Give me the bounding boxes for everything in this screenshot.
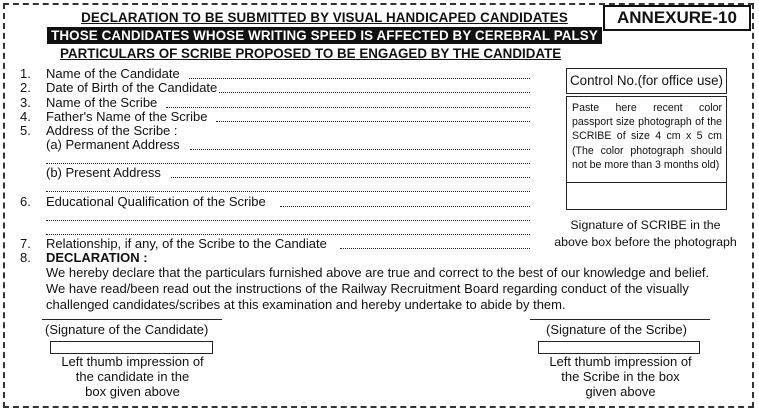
scribe-signature-caption-line-1: Signature of SCRIBE in the — [570, 218, 721, 232]
candidate-signature-label: (Signature of the Candidate) — [45, 322, 209, 337]
permanent-address-line-2[interactable] — [46, 163, 530, 164]
candidate-thumb-box[interactable] — [50, 341, 213, 354]
declaration-heading: DECLARATION : — [46, 250, 148, 265]
candidate-thumb-caption-line-1: Left thumb impression of — [61, 354, 204, 369]
scribe-signature-label: (Signature of the Scribe) — [546, 322, 687, 337]
field-label-address: Address of the Scribe : — [46, 123, 178, 138]
declaration-line-2: We have read/been read out the instructions of the Railway Recruitment Board regarding conduct of the visually — [46, 281, 689, 296]
photo-divider — [567, 182, 726, 183]
candidate-signature-line[interactable] — [42, 319, 222, 320]
title-line-2: THOSE CANDIDATES WHOSE WRITING SPEED IS AFFECTED BY CEREBRAL PALSY — [47, 27, 602, 44]
field-label-father-name: Father's Name of the Scribe — [46, 109, 208, 124]
candidate-thumb-caption-line-2: the candidate in the — [75, 369, 190, 384]
field-number: 1. — [20, 66, 31, 81]
relationship-field[interactable] — [340, 248, 530, 249]
scribe-thumb-box[interactable] — [538, 341, 700, 354]
qualification-line-3[interactable] — [46, 234, 530, 235]
subtitle: PARTICULARS OF SCRIBE PROPOSED TO BE ENGAGED BY THE CANDIDATE — [60, 46, 562, 61]
field-number: 8. — [20, 250, 31, 265]
scribe-thumb-caption-line-2: the Scribe in the box — [561, 369, 680, 384]
candidate-name-field[interactable] — [189, 78, 530, 79]
dob-field[interactable] — [219, 92, 530, 93]
field-label-permanent-address: (a) Permanent Address — [46, 137, 180, 152]
declaration-line-1: We hereby declare that the particulars furnished above are true and correct to the best of our knowledge and belief. — [46, 265, 710, 280]
field-label-qualification: Educational Qualification of the Scribe — [46, 194, 266, 209]
present-address-field[interactable] — [171, 177, 530, 178]
field-number: 4. — [20, 109, 31, 124]
field-number: 2. — [20, 80, 31, 95]
photo-box[interactable] — [566, 96, 727, 210]
scribe-thumb-caption-line-1: Left thumb impression of — [549, 354, 692, 369]
field-label-relationship: Relationship, if any, of the Scribe to the Candiate — [46, 236, 327, 251]
scribe-thumb-caption-line-3: given above — [585, 384, 656, 399]
field-label-scribe-name: Name of the Scribe — [46, 95, 158, 110]
scribe-signature-caption — [553, 217, 738, 251]
scribe-name-field[interactable] — [166, 107, 530, 108]
candidate-thumb-caption — [30, 354, 235, 399]
field-number: 7. — [20, 236, 31, 251]
field-number: 6. — [20, 194, 31, 209]
annexure-label: ANNEXURE-10 — [603, 5, 751, 31]
candidate-thumb-caption-line-3: box given above — [85, 384, 180, 399]
field-number: 3. — [20, 95, 31, 110]
field-label-candidate-name: Name of the Candidate — [46, 66, 180, 81]
permanent-address-field[interactable] — [190, 149, 530, 150]
scribe-signature-caption-line-2: above box before the photograph — [554, 235, 737, 249]
present-address-line-2[interactable] — [46, 191, 530, 192]
qualification-field[interactable] — [280, 206, 530, 207]
scribe-thumb-caption — [518, 354, 723, 399]
field-label-dob: Date of Birth of the Candidate — [46, 80, 218, 95]
title-block — [47, 9, 602, 46]
photo-instructions: Paste here recent color passport size photograph of the SCRIBE of size 4 cm x 5 cm (The color photograph should not be more than 3 months old) — [572, 102, 722, 171]
scribe-signature-line[interactable] — [530, 319, 710, 320]
title-line-1: DECLARATION TO BE SUBMITTED BY VISUAL HANDICAPED CANDIDATES — [81, 10, 568, 25]
field-label-present-address: (b) Present Address — [46, 165, 161, 180]
control-number-box: Control No.(for office use) — [566, 68, 727, 94]
declaration-line-3: challenged candidates/scribes at this examination and hereby undertake to abide by them. — [46, 297, 566, 312]
field-number: 5. — [20, 123, 31, 138]
qualification-line-2[interactable] — [46, 220, 530, 221]
father-name-field[interactable] — [216, 121, 530, 122]
